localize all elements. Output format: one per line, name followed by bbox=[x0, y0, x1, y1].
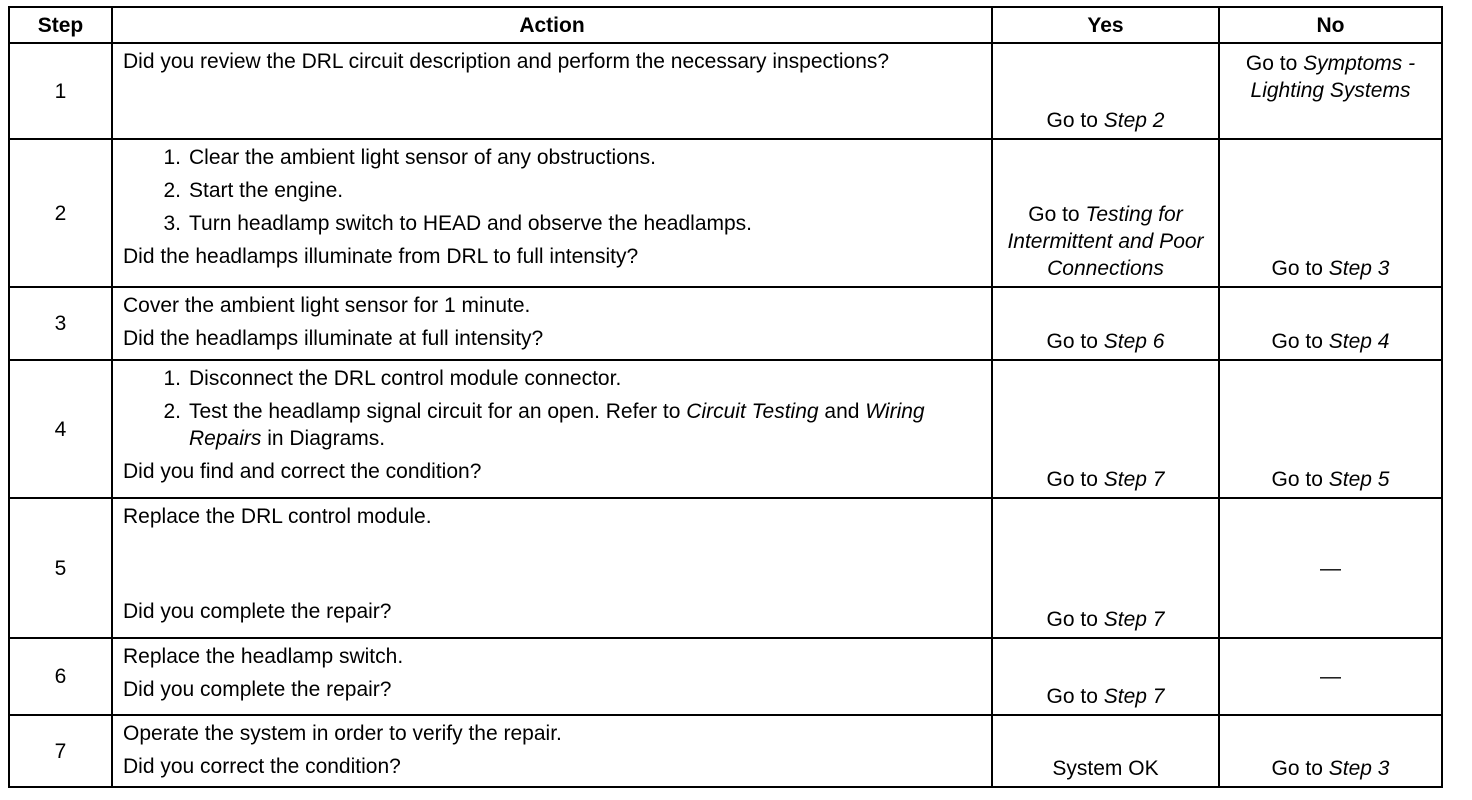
question-text: Did you find and correct the condition? bbox=[123, 460, 482, 483]
question-text: Did you complete the repair? bbox=[123, 678, 392, 701]
list-item: 2. Start the engine. bbox=[163, 179, 344, 202]
table-row bbox=[9, 638, 1442, 715]
header-step: Step bbox=[9, 7, 112, 43]
action-cell bbox=[112, 498, 992, 638]
table-row bbox=[9, 43, 1442, 139]
instruction-text: Replace the headlamp switch. bbox=[123, 645, 404, 668]
no-link[interactable]: Step 4 bbox=[1328, 330, 1390, 353]
dash-text: — bbox=[1320, 665, 1341, 688]
list-item: 2. Test the headlamp signal circuit for an open. Refer to Circuit Testing and Wiring Repairs in Diagrams. bbox=[163, 400, 925, 450]
list-item: 1. Clear the ambient light sensor of any obstructions. bbox=[163, 146, 656, 169]
action-cell bbox=[112, 360, 992, 498]
yes-prefix: Go to bbox=[1046, 330, 1104, 353]
yes-link[interactable]: Step 6 bbox=[1103, 330, 1165, 353]
action-cell bbox=[112, 638, 992, 715]
no-link[interactable]: Step 3 bbox=[1328, 257, 1390, 280]
no-cell bbox=[1219, 287, 1442, 360]
yes-cell bbox=[992, 139, 1219, 287]
yes-prefix: Go to bbox=[1046, 109, 1104, 132]
yes-cell bbox=[992, 638, 1219, 715]
instruction-text: Replace the DRL control module. bbox=[123, 505, 432, 528]
yes-link[interactable]: Step 7 bbox=[1103, 468, 1165, 491]
table-row bbox=[9, 360, 1442, 498]
step-number: 6 bbox=[9, 638, 112, 715]
instruction-text: Cover the ambient light sensor for 1 minute. bbox=[123, 294, 531, 317]
yes-prefix: Go to bbox=[1046, 608, 1104, 631]
instruction-list bbox=[123, 144, 983, 237]
table-row bbox=[9, 715, 1442, 787]
no-prefix: Go to bbox=[1271, 257, 1329, 280]
list-item: 3. Turn headlamp switch to HEAD and observe the headlamps. bbox=[163, 212, 753, 235]
no-cell bbox=[1219, 43, 1442, 139]
yes-prefix: Go to bbox=[1046, 468, 1104, 491]
header-yes: Yes bbox=[992, 7, 1219, 43]
step-number: 2 bbox=[9, 139, 112, 287]
step-number: 4 bbox=[9, 360, 112, 498]
no-link[interactable]: Step 3 bbox=[1328, 757, 1390, 780]
no-cell bbox=[1219, 360, 1442, 498]
header-no: No bbox=[1219, 7, 1442, 43]
no-prefix: Go to bbox=[1271, 468, 1329, 491]
yes-cell bbox=[992, 715, 1219, 787]
no-prefix: Go to bbox=[1245, 52, 1304, 75]
no-cell bbox=[1219, 715, 1442, 787]
no-cell bbox=[1219, 498, 1442, 638]
instruction-text: Operate the system in order to verify the repair. bbox=[123, 722, 562, 745]
table-row bbox=[9, 498, 1442, 638]
question-text: Did the headlamps illuminate at full intensity? bbox=[123, 327, 544, 350]
no-prefix: Go to bbox=[1271, 330, 1329, 353]
yes-cell bbox=[992, 43, 1219, 139]
dash-text: — bbox=[1320, 556, 1341, 580]
yes-cell bbox=[992, 498, 1219, 638]
diagnostic-table bbox=[8, 6, 1443, 788]
step-number: 7 bbox=[9, 715, 112, 787]
step-number: 1 bbox=[9, 43, 112, 139]
question-text: Did you correct the condition? bbox=[123, 755, 401, 778]
action-cell bbox=[112, 715, 992, 787]
action-cell bbox=[112, 139, 992, 287]
question-text: Did you review the DRL circuit description and perform the necessary inspections? bbox=[123, 50, 890, 73]
action-cell bbox=[112, 43, 992, 139]
yes-prefix: Go to bbox=[1028, 203, 1086, 226]
yes-cell bbox=[992, 287, 1219, 360]
yes-text: System OK bbox=[1052, 757, 1159, 780]
wiring-repairs-link[interactable]: Wiring Repairs bbox=[189, 400, 925, 450]
header-action: Action bbox=[112, 7, 992, 43]
yes-prefix: Go to bbox=[1046, 685, 1104, 708]
instruction-list bbox=[123, 365, 983, 452]
no-cell bbox=[1219, 638, 1442, 715]
table-row bbox=[9, 139, 1442, 287]
action-cell bbox=[112, 287, 992, 360]
yes-link[interactable]: Step 7 bbox=[1103, 608, 1165, 631]
yes-link[interactable]: Testing for Intermittent and Poor Connections bbox=[1007, 203, 1204, 280]
no-link[interactable]: Symptoms - Lighting Systems bbox=[1250, 52, 1416, 102]
yes-link[interactable]: Step 2 bbox=[1103, 109, 1165, 132]
step-number: 5 bbox=[9, 498, 112, 638]
list-item: 1. Disconnect the DRL control module connector. bbox=[163, 367, 622, 390]
no-link[interactable]: Step 5 bbox=[1328, 468, 1390, 491]
circuit-testing-link[interactable]: Circuit Testing bbox=[686, 400, 819, 423]
step-number: 3 bbox=[9, 287, 112, 360]
no-prefix: Go to bbox=[1271, 757, 1329, 780]
question-text: Did the headlamps illuminate from DRL to full intensity? bbox=[123, 245, 639, 268]
header-row bbox=[9, 7, 1442, 43]
no-cell bbox=[1219, 139, 1442, 287]
yes-link[interactable]: Step 7 bbox=[1103, 685, 1165, 708]
table-row bbox=[9, 287, 1442, 360]
yes-cell bbox=[992, 360, 1219, 498]
question-text: Did you complete the repair? bbox=[123, 600, 392, 623]
